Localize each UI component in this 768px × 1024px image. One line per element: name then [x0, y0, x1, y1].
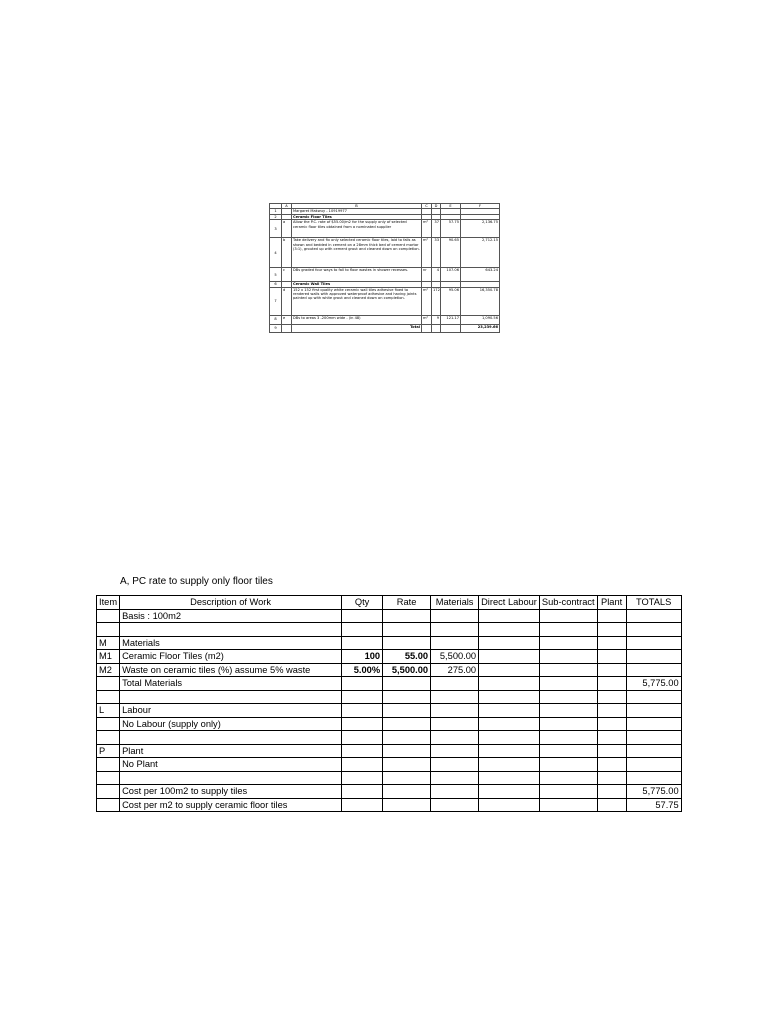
- estimate-row: [97, 650, 682, 664]
- estimate-cell-plant: [597, 731, 626, 745]
- estimate-cell-plant: [597, 704, 626, 718]
- estimate-cell-direct-labour: [479, 623, 540, 637]
- estimate-cell-plant: [597, 677, 626, 691]
- estimate-row: [97, 717, 682, 731]
- estimate-cell-rate: 55.00: [383, 650, 431, 664]
- mini-cell-unit: m²: [422, 238, 432, 268]
- mini-cell-rate: 90.65: [441, 238, 461, 268]
- estimate-cell-totals: [626, 623, 681, 637]
- estimate-cell-item-code: [97, 690, 120, 704]
- mini-cell-item: c: [282, 268, 292, 282]
- mini-row-number: 1: [270, 209, 282, 214]
- estimate-cell-sub-contract: [539, 758, 597, 772]
- estimate-cell-description: Cost per m2 to supply ceramic floor tiles: [120, 798, 342, 812]
- mini-cell-rate: 95.06: [441, 287, 461, 315]
- estimate-cell-description: No Plant: [120, 758, 342, 772]
- estimate-cell-totals: 5,775.00: [626, 677, 681, 691]
- mini-cell-qty: 37: [432, 220, 441, 238]
- estimate-cell-description: No Labour (supply only): [120, 717, 342, 731]
- estimate-cell-direct-labour: [479, 744, 540, 758]
- estimate-cell-description: Labour: [120, 704, 342, 718]
- estimate-cell-direct-labour: [479, 798, 540, 812]
- estimate-row: [97, 731, 682, 745]
- estimate-cell-materials: [431, 785, 479, 799]
- estimate-cell-rate: [383, 677, 431, 691]
- estimate-row: [97, 771, 682, 785]
- estimate-row: [97, 798, 682, 812]
- estimate-cell-description: Waste on ceramic tiles (%) assume 5% waste: [120, 663, 342, 677]
- estimate-cell-totals: 5,775.00: [626, 785, 681, 799]
- estimate-cell-sub-contract: [539, 636, 597, 650]
- estimate-cell-direct-labour: [479, 731, 540, 745]
- estimate-cell-direct-labour: [479, 690, 540, 704]
- estimate-cell-qty: 100: [342, 650, 383, 664]
- estimate-cell-materials: [431, 636, 479, 650]
- estimate-cell-description: [120, 690, 342, 704]
- estimate-cell-materials: [431, 690, 479, 704]
- estimate-cell-direct-labour: [479, 650, 540, 664]
- estimate-cell-plant: [597, 798, 626, 812]
- mini-row: [270, 287, 500, 315]
- estimate-cell-plant: [597, 636, 626, 650]
- mini-cell-amount: 2,136.75: [461, 220, 500, 238]
- mini-cell-qty: 9: [432, 315, 441, 324]
- estimate-cell-plant: [597, 609, 626, 623]
- mini-column-header: B: [292, 204, 422, 209]
- estimate-cell-sub-contract: [539, 798, 597, 812]
- estimate-column-header: Qty: [342, 596, 383, 610]
- estimate-cell-totals: [626, 744, 681, 758]
- mini-row-number: 2: [270, 214, 282, 219]
- mini-cell-amount: 1,090.56: [461, 315, 500, 324]
- estimate-cell-plant: [597, 690, 626, 704]
- estimate-cell-materials: [431, 731, 479, 745]
- estimate-cell-direct-labour: [479, 636, 540, 650]
- estimate-cell-sub-contract: [539, 623, 597, 637]
- mini-cell-item: b: [282, 238, 292, 268]
- estimate-cell-sub-contract: [539, 663, 597, 677]
- mini-cell-description: Take delivery and fix only selected ceramic floor tiles, laid to falls as shown and bedded in cement on a 28mm thick bed of cement mortar (3:1), grouted up with cement grout and cleaned down on completion.: [292, 238, 422, 268]
- estimate-cell-rate: [383, 636, 431, 650]
- estimate-cell-item-code: L: [97, 704, 120, 718]
- estimate-cell-sub-contract: [539, 717, 597, 731]
- estimate-cell-plant: [597, 650, 626, 664]
- estimate-cell-direct-labour: [479, 677, 540, 691]
- estimate-cell-direct-labour: [479, 609, 540, 623]
- estimate-cell-sub-contract: [539, 650, 597, 664]
- estimate-cell-sub-contract: [539, 690, 597, 704]
- mini-cell-item: a: [282, 220, 292, 238]
- mini-row: [270, 268, 500, 282]
- estimate-cell-rate: 5,500.00: [383, 663, 431, 677]
- estimate-cell-item-code: [97, 677, 120, 691]
- estimate-cell-qty: [342, 677, 383, 691]
- estimate-cell-qty: [342, 785, 383, 799]
- estimate-cell-item-code: [97, 798, 120, 812]
- estimate-cell-item-code: [97, 731, 120, 745]
- estimate-cell-sub-contract: [539, 677, 597, 691]
- estimate-cell-description: Basis : 100m2: [120, 609, 342, 623]
- estimate-cell-sub-contract: [539, 785, 597, 799]
- estimate-cell-qty: [342, 798, 383, 812]
- estimate-cell-plant: [597, 758, 626, 772]
- estimate-cell-item-code: M: [97, 636, 120, 650]
- estimate-cell-rate: [383, 623, 431, 637]
- estimate-cell-direct-labour: [479, 663, 540, 677]
- estimate-column-header: Direct Labour: [479, 596, 540, 610]
- mini-cell-amount: 16,350.78: [461, 287, 500, 315]
- mini-cell-amount: 643.24: [461, 268, 500, 282]
- mini-cell-rate: 57.75: [441, 220, 461, 238]
- estimate-cell-materials: [431, 771, 479, 785]
- mini-column-header: D: [432, 204, 441, 209]
- mini-cell-item: [282, 324, 292, 332]
- mini-row-number: 8: [270, 315, 282, 324]
- mini-cell-unit: m²: [422, 315, 432, 324]
- estimate-cell-rate: [383, 785, 431, 799]
- estimate-cell-sub-contract: [539, 744, 597, 758]
- mini-row-number: 4: [270, 238, 282, 268]
- mini-column-header: A: [282, 204, 292, 209]
- estimate-cell-description: Ceramic Floor Tiles (m2): [120, 650, 342, 664]
- mini-cell-description: DBs to areas 3 -200mm wide - (in 48): [292, 315, 422, 324]
- estimate-column-header: Materials: [431, 596, 479, 610]
- mini-cell-unit: m²: [422, 287, 432, 315]
- estimate-header-row: [97, 596, 682, 610]
- mini-row-number: 3: [270, 220, 282, 238]
- estimate-cell-totals: [626, 690, 681, 704]
- estimate-cell-materials: [431, 623, 479, 637]
- estimate-row: [97, 744, 682, 758]
- mini-cell-amount: 23,239.66: [461, 324, 500, 332]
- estimate-cell-description: [120, 623, 342, 637]
- mini-row: [270, 324, 500, 332]
- estimate-row: [97, 677, 682, 691]
- estimate-cell-totals: [626, 650, 681, 664]
- estimate-row: [97, 785, 682, 799]
- estimate-cell-rate: [383, 798, 431, 812]
- estimate-cell-qty: [342, 758, 383, 772]
- estimate-cell-qty: [342, 609, 383, 623]
- estimate-cell-materials: [431, 744, 479, 758]
- mini-row-number: 7: [270, 287, 282, 315]
- mini-cell-description: 152 x 152 first quality white ceramic wall tiles adhesive fixed to rendered walls with approved waterproof adhesive and having joints painted up with white grout and cleaned down on completion.: [292, 287, 422, 315]
- estimate-cell-materials: [431, 717, 479, 731]
- estimate-cell-sub-contract: [539, 771, 597, 785]
- estimate-row: [97, 690, 682, 704]
- estimate-cell-qty: [342, 771, 383, 785]
- estimate-cell-item-code: [97, 758, 120, 772]
- estimate-cell-direct-labour: [479, 704, 540, 718]
- estimate-cell-qty: [342, 731, 383, 745]
- estimate-cell-materials: 5,500.00: [431, 650, 479, 664]
- mini-spreadsheet: [269, 203, 500, 333]
- mini-column-header: E: [441, 204, 461, 209]
- estimate-cell-totals: [626, 758, 681, 772]
- estimate-cell-description: [120, 771, 342, 785]
- mini-cell-item: e: [282, 315, 292, 324]
- estimate-cell-plant: [597, 771, 626, 785]
- estimate-cell-qty: [342, 717, 383, 731]
- estimate-cell-item-code: [97, 771, 120, 785]
- estimate-cell-totals: [626, 704, 681, 718]
- estimate-row: [97, 636, 682, 650]
- mini-cell-unit: nr: [422, 268, 432, 282]
- estimate-cell-qty: [342, 623, 383, 637]
- estimate-cell-qty: [342, 704, 383, 718]
- estimate-cell-totals: [626, 609, 681, 623]
- estimate-cell-item-code: [97, 717, 120, 731]
- estimate-cell-totals: [626, 771, 681, 785]
- estimate-cell-materials: [431, 677, 479, 691]
- estimate-cell-item-code: [97, 623, 120, 637]
- mini-cell-rate: 121.17: [441, 315, 461, 324]
- mini-cell-qty: 4: [432, 268, 441, 282]
- mini-cell-unit: m²: [422, 220, 432, 238]
- estimate-column-header: Description of Work: [120, 596, 342, 610]
- estimate-cell-direct-labour: [479, 785, 540, 799]
- mini-cell-description: Ceramic Wall Tiles: [292, 282, 422, 287]
- estimate-cell-materials: 275.00: [431, 663, 479, 677]
- estimate-cell-qty: [342, 690, 383, 704]
- estimate-column-header: TOTALS: [626, 596, 681, 610]
- mini-cell-unit: [422, 324, 432, 332]
- estimate-row: [97, 758, 682, 772]
- estimate-cell-direct-labour: [479, 771, 540, 785]
- mini-cell-description: Margaret Makwuy - 10919977: [292, 209, 422, 214]
- estimate-row: [97, 623, 682, 637]
- mini-cell-qty: 172: [432, 287, 441, 315]
- mini-row-number: 5: [270, 268, 282, 282]
- estimate-cell-item-code: M1: [97, 650, 120, 664]
- estimate-cell-rate: [383, 744, 431, 758]
- mini-row-number: 6: [270, 282, 282, 287]
- estimate-cell-totals: [626, 663, 681, 677]
- mini-row-number: 9: [270, 324, 282, 332]
- estimate-cell-rate: [383, 717, 431, 731]
- estimate-cell-direct-labour: [479, 758, 540, 772]
- estimate-cell-rate: [383, 690, 431, 704]
- estimate-cell-totals: [626, 717, 681, 731]
- estimate-cell-materials: [431, 704, 479, 718]
- mini-column-header: F: [461, 204, 500, 209]
- estimate-cell-materials: [431, 609, 479, 623]
- mini-cell-description: Ceramic Floor Tiles: [292, 214, 422, 219]
- estimate-cell-direct-labour: [479, 717, 540, 731]
- estimate-cell-rate: [383, 731, 431, 745]
- estimate-cell-description: Cost per 100m2 to supply tiles: [120, 785, 342, 799]
- estimate-cell-description: Total Materials: [120, 677, 342, 691]
- estimate-cell-item-code: P: [97, 744, 120, 758]
- estimate-cell-rate: [383, 771, 431, 785]
- estimate-row: [97, 704, 682, 718]
- estimate-cell-description: [120, 731, 342, 745]
- estimate-cell-rate: [383, 609, 431, 623]
- estimate-cell-plant: [597, 623, 626, 637]
- mini-cell-qty: [432, 324, 441, 332]
- estimate-cell-materials: [431, 758, 479, 772]
- mini-row: [270, 220, 500, 238]
- estimate-column-header: Plant: [597, 596, 626, 610]
- estimate-cell-qty: 5.00%: [342, 663, 383, 677]
- estimate-cell-item-code: [97, 609, 120, 623]
- estimate-cell-totals: [626, 731, 681, 745]
- estimate-cell-totals: [626, 636, 681, 650]
- estimate-cell-totals: 57.75: [626, 798, 681, 812]
- estimate-cell-rate: [383, 758, 431, 772]
- estimate-row: [97, 609, 682, 623]
- estimate-title: A, PC rate to supply only floor tiles: [120, 576, 273, 587]
- mini-cell-description: Total: [292, 324, 422, 332]
- estimate-cell-plant: [597, 663, 626, 677]
- estimate-row: [97, 663, 682, 677]
- estimate-cell-plant: [597, 717, 626, 731]
- estimate-table: [96, 595, 682, 812]
- mini-cell-description: Allow the P.C. rate of $55.00/m2 for the supply only of selected ceramic floor tiles obtained from a nominated supplier: [292, 220, 422, 238]
- mini-row: [270, 238, 500, 268]
- mini-cell-rate: 107.06: [441, 268, 461, 282]
- estimate-cell-description: Materials: [120, 636, 342, 650]
- estimate-cell-plant: [597, 744, 626, 758]
- estimate-cell-materials: [431, 798, 479, 812]
- estimate-column-header: Rate: [383, 596, 431, 610]
- mini-cell-rate: [441, 324, 461, 332]
- mini-row: [270, 315, 500, 324]
- estimate-cell-sub-contract: [539, 731, 597, 745]
- estimate-cell-sub-contract: [539, 609, 597, 623]
- estimate-column-header: Item: [97, 596, 120, 610]
- estimate-cell-rate: [383, 704, 431, 718]
- estimate-cell-description: Plant: [120, 744, 342, 758]
- mini-cell-qty: 33: [432, 238, 441, 268]
- mini-cell-description: DBs graded four ways to fall to floor wastes in shower recesses.: [292, 268, 422, 282]
- estimate-cell-sub-contract: [539, 704, 597, 718]
- mini-cell-amount: 2,712.15: [461, 238, 500, 268]
- mini-column-header: C: [422, 204, 432, 209]
- mini-cell-item: d: [282, 287, 292, 315]
- estimate-column-header: Sub-contract: [539, 596, 597, 610]
- estimate-cell-plant: [597, 785, 626, 799]
- estimate-cell-qty: [342, 744, 383, 758]
- estimate-cell-item-code: M2: [97, 663, 120, 677]
- estimate-cell-qty: [342, 636, 383, 650]
- estimate-cell-item-code: [97, 785, 120, 799]
